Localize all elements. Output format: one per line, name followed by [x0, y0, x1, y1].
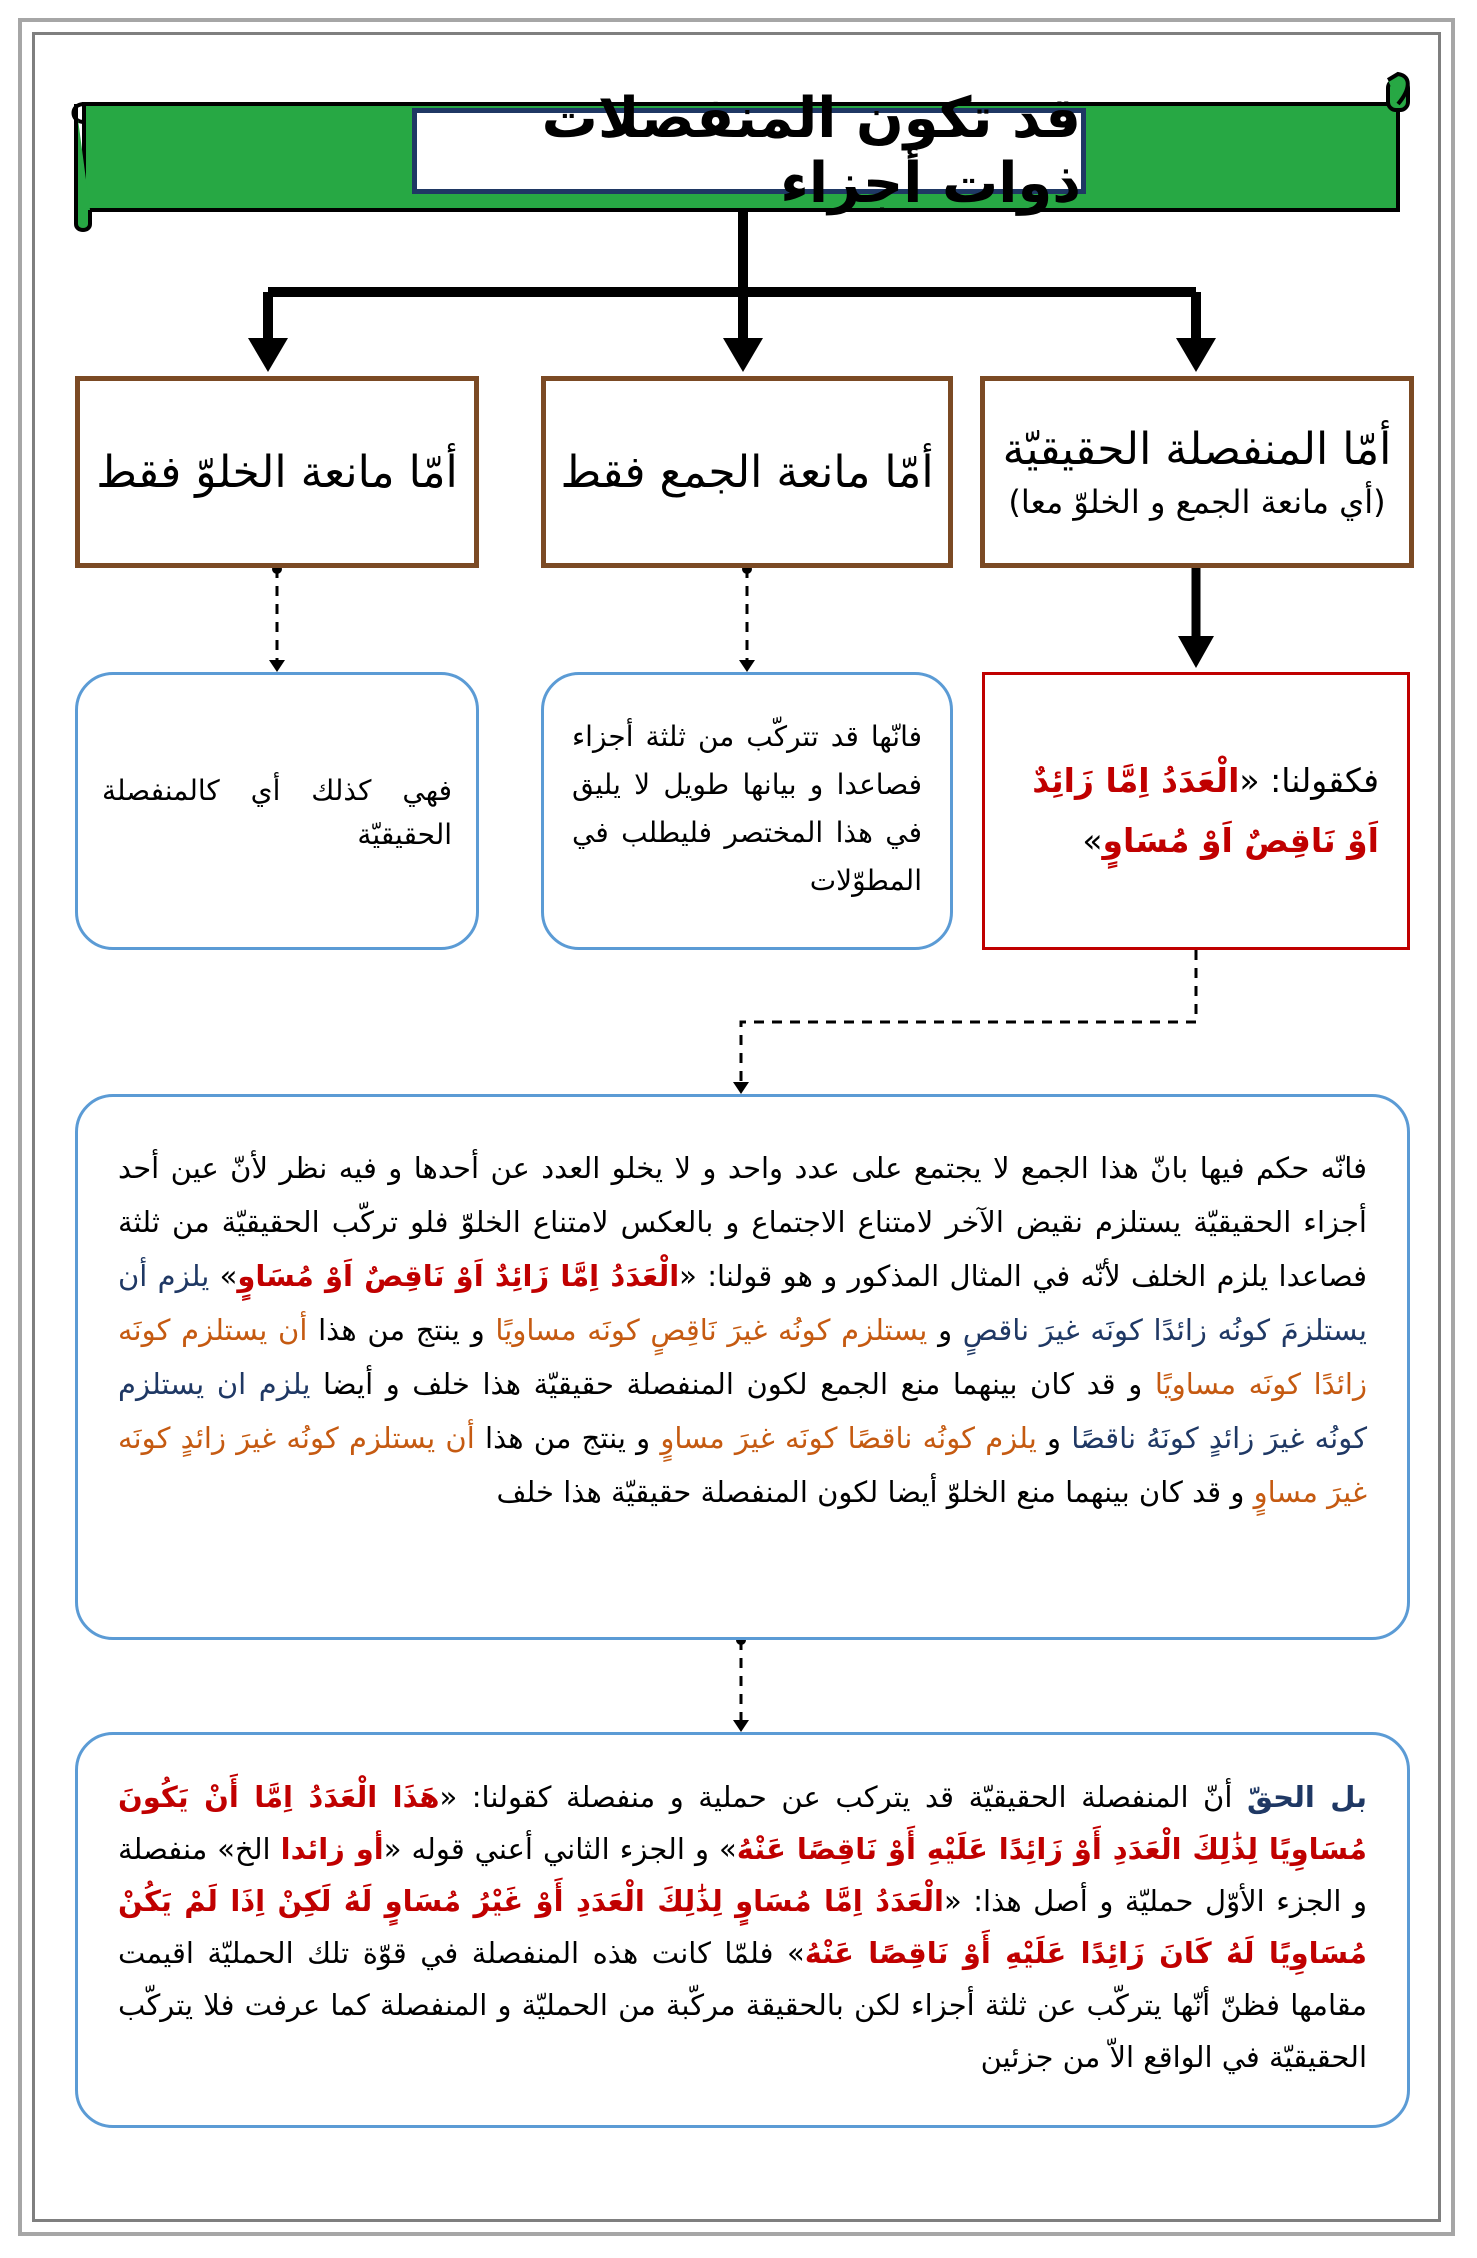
conclusion-seg-2: » و الجزء الثاني أعني قوله « [383, 1832, 737, 1866]
explanation-seg-7: و ينتج من هذا [474, 1421, 661, 1455]
explanation-seg-1: فانّه حكم فيها بانّ هذا الجمع لا يجتمع على عدد واحد و لا يخلو العدد عن أحدها و فيه نظر لأنّ عين أحد أجزاء الحقيقيّة يستلزم نقيض الآخر لامتناع الاجتماع و بالعكس لامتناع الخلوّ فلو تركّب الحقيقيّة من ثلثة فصاعدا يلزم الخلف لأنّه في المثال المذكور و هو قولنا: « [118, 1151, 1367, 1293]
branch-arrowheads [248, 338, 1216, 372]
branch-sublabel-haqiqiyya: (أي مانعة الجمع و الخلوّ معا) [1008, 482, 1386, 521]
explanation-text [118, 1141, 1367, 1519]
conclusion-lead: بل الحقّ [1246, 1780, 1367, 1814]
conclusion-seg-3: الخ» منفصلة و الجزء الأوّل حمليّة و أصل هذا: « [118, 1832, 1368, 1918]
branch-label-mani-al-jam: أمّا مانعة الجمع فقط [560, 446, 934, 498]
example-box [982, 672, 1410, 950]
example-suffix: » [1082, 821, 1103, 860]
example-arrow [1178, 568, 1214, 668]
explanation-seg-5: و قد كان بينهما منع الجمع لكون المنفصلة حقيقيّة هذا خلف و أيضا [310, 1367, 1155, 1401]
explanation-seg-8: و قد كان بينهما منع الخلوّ أيضا لكون المنفصلة حقيقيّة هذا خلف [496, 1475, 1254, 1509]
branch-box-haqiqiyya [980, 376, 1414, 568]
middle-note-text: فانّها قد تتركّب من ثلثة أجزاء فصاعدا و بيانها طويل لا يليق في هذا المختصر فليطلب في المطوّلات [572, 720, 922, 897]
explanation-clause-5: يلزم كونُه ناقصًا كونَه غيرَ مساوٍ [660, 1421, 1037, 1455]
explanation-quote: الْعَدَدُ اِمَّا زَائِدٌ اَوْ نَاقِصٌ اَوْ مُسَاوٍ [237, 1259, 680, 1293]
left-note-box [75, 672, 479, 950]
conclusion-text [118, 1771, 1367, 2083]
example-quote: الْعَدَدُ اِمَّا زَائِدٌ اَوْ نَاقِصٌ اَوْ مُسَاوٍ [1032, 761, 1379, 860]
diagram-title: قد تكون المنفصلات ذوات أجزاء [412, 108, 1086, 194]
example-prefix: فكقولنا: « [1239, 761, 1379, 800]
explanation-clause-6: أن يستلزم كونُه غيرَ زائدٍ كونَه غيرَ مساوٍ [118, 1421, 1367, 1509]
conclusion-seg-4: » فلمّا كانت هذه المنفصلة في قوّة تلك الحمليّة اقيمت مقامها فظنّ أنّها يتركّب عن ثلثة أجزاء لكن بالحقيقة مركّبة من الحمليّة و المنفصلة كما عرفت فلا يتركّب الحقيقيّة في الواقع الاّ من جزئين [118, 1936, 1367, 2074]
explanation-clause-2: يستلزم كونُه غيرَ نَاقِصٍ كونَه مساويًا [495, 1313, 928, 1347]
branch-label-mani-al-khuluw: أمّا مانعة الخلوّ فقط [96, 446, 458, 498]
explanation-seg-3: و [927, 1313, 963, 1347]
branch-label-haqiqiyya: أمّا المنفصلة الحقيقيّة [1002, 423, 1392, 475]
explanation-seg-6: و [1036, 1421, 1072, 1455]
explanation-seg-4: و ينتج من هذا [307, 1313, 496, 1347]
conclusion-seg-1: أنّ المنفصلة الحقيقيّة قد يتركب عن حملية و منفصلة كقولنا: « [439, 1780, 1247, 1814]
left-note-text: فهي كذلك أي كالمنفصلة الحقيقيّة [102, 774, 452, 851]
conclusion-quote-2: أو زائدا [280, 1832, 384, 1866]
explanation-clause-3: أن يستلزم كونَه زائدًا كونَه مساويًا [118, 1313, 1367, 1401]
branch-arrows [268, 210, 1196, 340]
branch-box-mani-al-jam [541, 376, 953, 568]
conclusion-quote-1: هَذَا الْعَدَدُ اِمَّا أَنْ يَكُونَ مُسَاوِيًا لِذَٰلِكَ الْعَدَدِ أَوْ زَائِدًا عَلَيْهِ أَوْ نَاقِصًا عَنْهُ [118, 1780, 1368, 1866]
conclusion-box [75, 1732, 1410, 2128]
explanation-clause-4: يلزم ان يستلزم كونُه غيرَ زائدٍ كونَهُ ناقصًا [118, 1367, 1367, 1455]
conclusion-quote-3: الْعَدَدُ اِمَّا مُسَاوٍ لِذَٰلِكَ الْعَدَدِ أَوْ غَيْرُ مُسَاوٍ لَهُ لَكِنْ اِذَا لَمْ يَكُنْ مُسَاوِيًا لَهُ كَانَ زَائِدًا عَلَيْهِ أَوْ نَاقِصًا عَنْهُ [118, 1884, 1368, 1970]
explanation-box [75, 1094, 1410, 1640]
explanation-seg-2: » [209, 1259, 238, 1293]
middle-note-box [541, 672, 953, 950]
explanation-clause-1: يلزم أن يستلزمَ كونُه زائدًا كونَه غيرَ ناقصٍ [118, 1259, 1367, 1347]
branch-box-mani-al-khuluw [75, 376, 479, 568]
